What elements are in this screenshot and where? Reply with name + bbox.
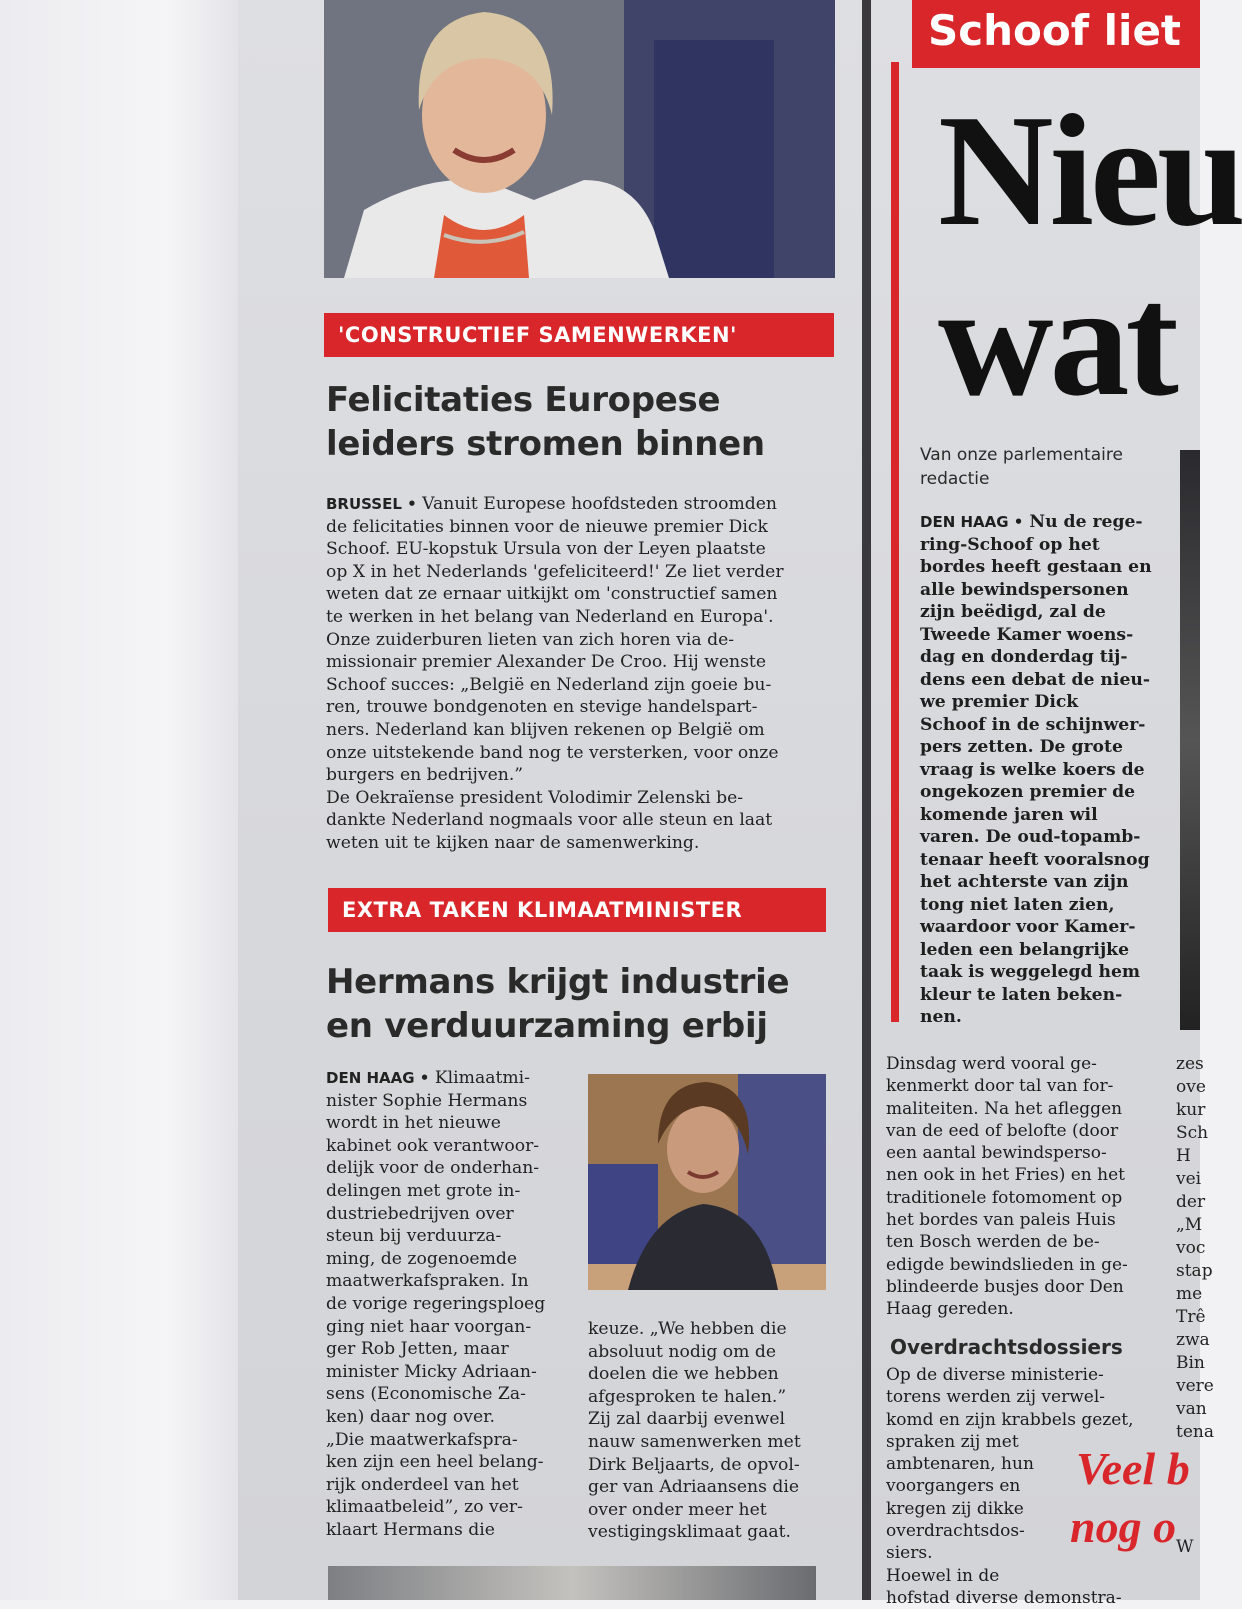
photo-bottom-cropped xyxy=(328,1566,816,1600)
body-line: Dinsdag werd vooral ge- xyxy=(886,1054,1097,1074)
body-line: Schoof. EU-kopstuk Ursula von der Leyen plaatste xyxy=(326,539,766,560)
body-line: Zij zal daarbij evenwel xyxy=(588,1409,786,1430)
photo-cropped-edge xyxy=(1180,450,1200,1030)
body-line: Schoof succes: „België en Nederland zijn goeie bu- xyxy=(326,674,772,695)
headline-line: en verduurzaming erbij xyxy=(326,1006,768,1046)
edge-line: voc xyxy=(1176,1238,1206,1258)
body-line: DEN HAAG • Klimaatmi- xyxy=(326,1068,530,1088)
body-line: burgers en bedrijven.” xyxy=(326,765,524,786)
intro-line: we premier Dick xyxy=(920,692,1079,712)
body-line: Hoewel in de xyxy=(886,1565,1000,1586)
body-line: weten dat ze ernaar uitkijkt om 'constructief samen xyxy=(326,584,778,605)
intro-line: alle bewindspersonen xyxy=(920,579,1129,600)
body-line: onze uitstekende band nog te versterken, voor onze xyxy=(326,742,779,763)
intro-line: dag en donderdag tij- xyxy=(920,647,1128,667)
edge-line: Bin xyxy=(1176,1353,1205,1373)
body-line: komd en zijn krabbels gezet, xyxy=(886,1409,1134,1430)
red-story-rule xyxy=(891,62,899,1022)
intro-line: het achterste van zijn xyxy=(920,872,1129,892)
dateline: DEN HAAG • xyxy=(326,1069,430,1087)
body-line: ambtenaren, hun xyxy=(886,1454,1034,1475)
body-line: dustriebedrijven over xyxy=(326,1203,514,1224)
main-headline-word: Nieu xyxy=(938,81,1242,259)
body-line: ming, de zogenoemde xyxy=(326,1248,518,1269)
edge-line xyxy=(1176,1444,1200,1467)
edge-line: me xyxy=(1176,1284,1203,1304)
dateline: BRUSSEL • xyxy=(326,495,417,513)
intro-line: taak is weggelegd hem xyxy=(920,962,1141,982)
edge-line: H xyxy=(1176,1146,1191,1166)
byline-line: redactie xyxy=(920,469,990,489)
headline-line: Felicitaties Europese xyxy=(326,380,721,420)
body-line: torens werden zij verwel- xyxy=(886,1387,1106,1408)
photo-sophie-hermans xyxy=(588,1074,826,1290)
intro-line: tong niet laten zien, xyxy=(920,894,1115,915)
article-body-felicitaties xyxy=(326,493,784,855)
body-line: Dirk Beljaarts, de opvol- xyxy=(588,1454,800,1475)
body-line: nen ook in het Fries) en het xyxy=(886,1165,1126,1186)
body-line: een aantal bewindsperso- xyxy=(886,1143,1107,1164)
edge-line: „M xyxy=(1176,1215,1203,1235)
body-line: ken) daar nog over. xyxy=(326,1406,495,1427)
body-line: van de eed of belofte (door xyxy=(886,1120,1119,1141)
story-banner: Schoof liet xyxy=(912,0,1200,68)
edge-line xyxy=(1176,1513,1200,1536)
edge-line xyxy=(1176,1467,1200,1490)
body-line: klaart Hermans die xyxy=(326,1519,495,1540)
body-line: maatwerkafspraken. In xyxy=(326,1271,529,1292)
body-line: keuze. „We hebben die xyxy=(588,1319,787,1339)
body-line: Op de diverse ministerie- xyxy=(886,1365,1104,1385)
body-line: ners. Nederland kan blijven rekenen op België om xyxy=(326,719,765,740)
body-line: siers. xyxy=(886,1543,933,1564)
body-line: sens (Economische Za- xyxy=(326,1384,526,1405)
body-line: minister Micky Adriaan- xyxy=(326,1361,537,1382)
edge-line: ove xyxy=(1176,1077,1206,1097)
intro-line: varen. De oud-topamb- xyxy=(920,827,1141,847)
main-story-body xyxy=(886,1053,1128,1321)
kicker-extra-taken: EXTRA TAKEN KLIMAATMINISTER xyxy=(328,888,826,932)
body-line: ger Rob Jetten, maar xyxy=(326,1339,509,1360)
body-line: absoluut nodig om de xyxy=(588,1341,777,1362)
intro-line: vraag is welke koers de xyxy=(920,759,1145,780)
edge-line: W xyxy=(1176,1537,1194,1557)
cropped-edge-column xyxy=(1176,1053,1214,1559)
quote-teaser-line: nog o xyxy=(1070,1501,1177,1552)
intro-line: bordes heeft gestaan en xyxy=(920,557,1152,577)
body-line: te werken in het belang van Nederland en Europa'. xyxy=(326,606,774,627)
edge-line xyxy=(1176,1490,1200,1513)
body-line: ger van Adriaansens die xyxy=(588,1477,800,1498)
body-line: kregen zij dikke xyxy=(886,1498,1024,1519)
article-body-hermans-col1 xyxy=(326,1067,545,1541)
body-line: weten uit te kijken naar de samenwerking. xyxy=(326,832,700,853)
headline-hermans xyxy=(326,960,789,1048)
intro-line: tenaar heeft vooralsnog xyxy=(920,849,1150,870)
body-line: „Die maatwerkafspra- xyxy=(326,1429,518,1450)
intro-line: ring-Schoof op het xyxy=(920,534,1100,555)
edge-line: Sch xyxy=(1176,1123,1209,1143)
body-line: kenmerkt door tal van for- xyxy=(886,1076,1114,1097)
body-line: de vorige regeringsploeg xyxy=(326,1293,546,1314)
body-line: delijk voor de onderhan- xyxy=(326,1158,540,1179)
body-line: blindeerde busjes door Den xyxy=(886,1276,1124,1297)
quote-teaser-line: Veel b xyxy=(1076,1443,1190,1494)
headline-felicitaties xyxy=(326,378,765,466)
intro-line: DEN HAAG • Nu de rege- xyxy=(920,512,1143,532)
edge-line: zwa xyxy=(1176,1330,1210,1350)
edge-line: vei xyxy=(1176,1169,1202,1189)
body-line: steun bij verduurza- xyxy=(326,1226,502,1247)
edge-line: tena xyxy=(1176,1422,1214,1442)
body-line: vestigingsklimaat gaat. xyxy=(588,1522,791,1543)
body-line: Haag gereden. xyxy=(886,1299,1014,1320)
edge-line: van xyxy=(1176,1399,1207,1419)
intro-line: leden een belangrijke xyxy=(920,939,1130,960)
body-line: rijk onderdeel van het xyxy=(326,1474,519,1495)
body-line: overdrachtsdos- xyxy=(886,1521,1025,1542)
edge-line: vere xyxy=(1176,1376,1214,1396)
body-line: de felicitaties binnen voor de nieuwe premier Dick xyxy=(326,516,768,537)
body-line: ten Bosch werden de be- xyxy=(886,1232,1100,1253)
edge-line: stap xyxy=(1176,1261,1213,1281)
intro-line: Tweede Kamer woens- xyxy=(920,624,1134,645)
body-line: edigde bewindslieden in ge- xyxy=(886,1254,1128,1275)
body-line: klimaatbeleid”, zo ver- xyxy=(326,1497,523,1518)
subhead-overdrachtsdossiers: Overdrachtsdossiers xyxy=(890,1335,1123,1359)
body-line: hofstad diverse demonstra- xyxy=(886,1587,1122,1608)
intro-line: kleur te laten beken- xyxy=(920,984,1123,1005)
body-line: wordt in het nieuwe xyxy=(326,1113,501,1134)
byline-line: Van onze parlementaire xyxy=(920,445,1123,465)
body-line: delingen met grote in- xyxy=(326,1180,521,1201)
body-line: het bordes van paleis Huis xyxy=(886,1210,1116,1231)
intro-line: waardoor voor Kamer- xyxy=(920,917,1136,937)
body-line: traditionele fotomoment op xyxy=(886,1187,1123,1208)
byline xyxy=(920,443,1123,491)
body-line: dankte Nederland nogmaals voor alle steun en laat xyxy=(326,810,773,831)
intro-line: ongekozen premier de xyxy=(920,782,1136,802)
body-line: nauw samenwerken met xyxy=(588,1431,801,1452)
body-line: Onze zuiderburen lieten van zich horen via de- xyxy=(326,629,735,650)
body-line: over onder meer het xyxy=(588,1499,767,1520)
body-line: missionair premier Alexander De Croo. Hij wenste xyxy=(326,652,766,673)
body-line: doelen die we hebben xyxy=(588,1364,779,1385)
intro-line: zijn beëdigd, zal de xyxy=(920,602,1106,622)
intro-line: nen. xyxy=(920,1007,962,1027)
photo-von-der-leyen xyxy=(324,0,835,278)
dateline: DEN HAAG • xyxy=(920,513,1024,531)
column-divider xyxy=(862,0,871,1600)
edge-line: Trê xyxy=(1176,1307,1206,1327)
body-line: kabinet ook verantwoor- xyxy=(326,1135,540,1156)
edge-line: kur xyxy=(1176,1100,1206,1120)
body-line: De Oekraïense president Volodimir Zelenski be- xyxy=(326,787,744,808)
edge-line: zes xyxy=(1176,1054,1204,1074)
body-line: BRUSSEL • Vanuit Europese hoofdsteden stroomden xyxy=(326,494,777,514)
kicker-constructief-samenwerken: 'CONSTRUCTIEF SAMENWERKEN' xyxy=(324,313,834,357)
body-line: op X in het Nederlands 'gefeliciteerd!' Ze liet verder xyxy=(326,561,784,582)
main-headline-word: wat xyxy=(938,251,1175,429)
body-line: spraken zij met xyxy=(886,1431,1019,1452)
intro-line: pers zetten. De grote xyxy=(920,737,1123,757)
headline-line: leiders stromen binnen xyxy=(326,424,765,464)
body-line: maliteiten. Na het afleggen xyxy=(886,1098,1123,1119)
intro-line: dens een debat de nieu- xyxy=(920,669,1151,690)
edge-line: der xyxy=(1176,1192,1206,1212)
intro-line: komende jaren wil xyxy=(920,804,1098,825)
body-line: afgesproken te halen.” xyxy=(588,1386,787,1407)
body-line: ren, trouwe bondgenoten en stevige handelspart- xyxy=(326,697,758,718)
body-line: voorgangers en xyxy=(886,1476,1021,1497)
body-line: nister Sophie Hermans xyxy=(326,1090,528,1111)
body-line: ging niet haar voorgan- xyxy=(326,1316,532,1337)
main-story-intro xyxy=(920,511,1152,1029)
article-body-hermans-col2 xyxy=(588,1318,801,1544)
headline-line: Hermans krijgt industrie xyxy=(326,962,790,1002)
body-line: ken zijn een heel belang- xyxy=(326,1452,544,1473)
intro-line: Schoof in de schijnwer- xyxy=(920,714,1146,735)
desk-background xyxy=(0,0,238,1600)
